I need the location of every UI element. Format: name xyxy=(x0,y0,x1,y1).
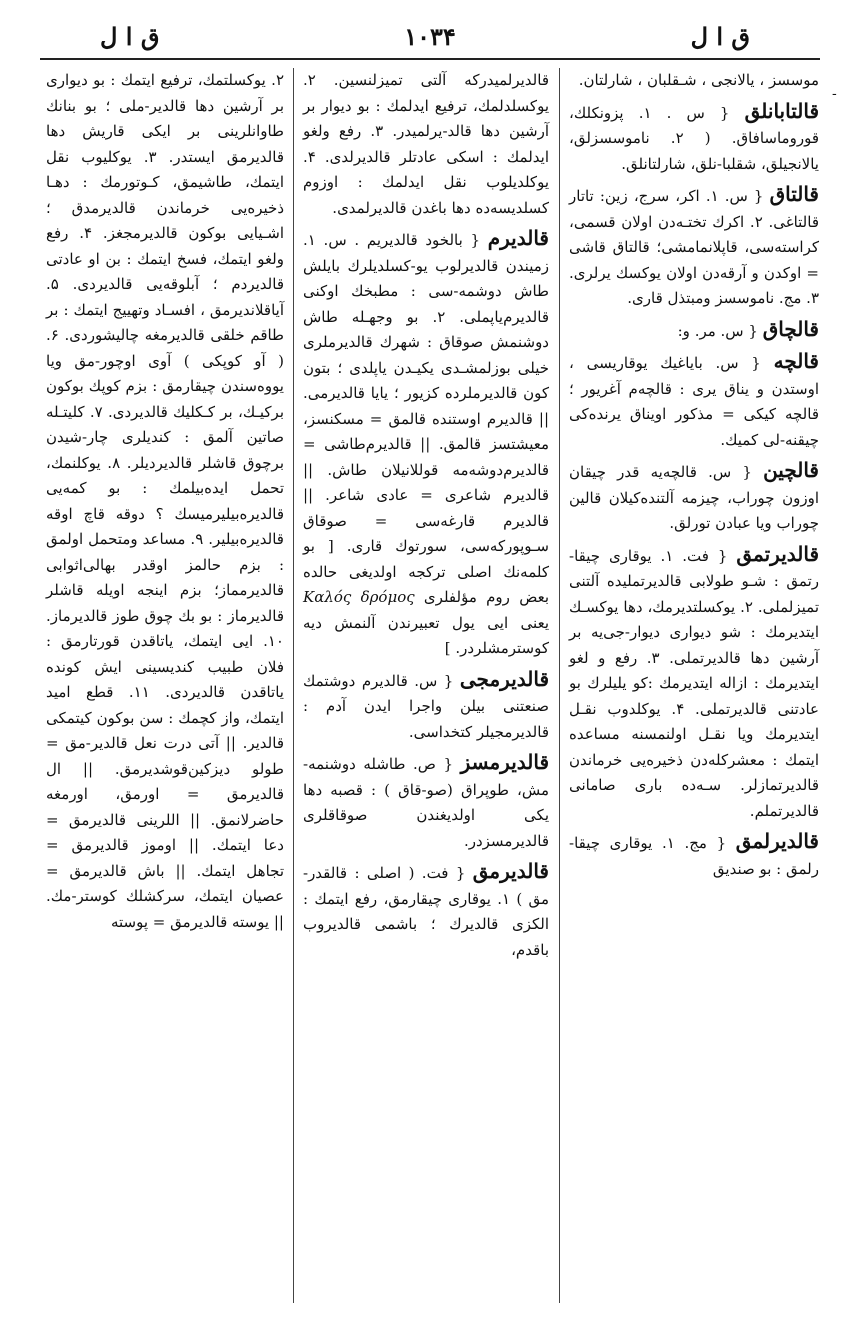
entry-headword: قالديرمق xyxy=(472,859,549,883)
entry-text: ۲. یوکسلتمك، ترفیع ایتمك : بو دیواری بر آرشین دها قالدیر-ملی ؛ بو بنانك طاوانلرینی بر ایکی قاریش دها قالديرمق ایستدر. ۳. یوکلیوب نقل ایتمك، طاشیمق، کـوتورمك : دهـا ذخیره‌یی خرماندن قالديرمدق ؛ اشـیایی بوکون قالديرمجغز. ۴. رفع ولغو ایتمك، فسخ ایتمك : بن او عادتی قالديردم ؛ آبلوقه‌یی قالديردی. ۵. آیاقلاندیرمق ، افسـاد وتهییج ایتمك : بر طاقم خلقی قالديرمغه چالیشوردی. ۶. ( آو کوپکی ) آوی اوچور-مق ویا یووه‌سندن چیقارمق : بزم کوپك بوکون برکیـك، بر کـکلیك قالديردی. ۷. کلیتـله صاتین آلمق : کندیلری چار-شیدن برچوق قاشلر قالديرديلر. ۸. یوکلنمك، تحمل ایده‌بیلمك : بو کمه‌یی قالديره‌بیلیرمیسك ؟ دوقه قاچ اوقه قالديره‌بیلیر. ۹. مساعد ومتحمل اولمق : بزم حالمز اوقدر بهالی‌اثوابی قالديرمماز؛ بزم اینجه اویله قاشلر قالديرماز : بو بك چوق طوز قالديرماز. ۱۰. ایی ایتمك، یاتاقدن قورتارمق : فلان طبیب کندیسینی ایش کونده یاتاقدن قالديردی. ۱۱. قطع امید ایتمك، واز کچمك : سن بوکون کیتمکی قالدیر. || آتی درت نعل قالدير-مق = طولو دیزکین‌قوشدیرمق. || ال قالديرمق = اورمق، اورمغه حاضرلانمق. || اللرینی قالديرمق = دعا ایتمك. || اوموز قالديرمق = تجاهل ایتمك. || باش قالديرمق = عصیان ایتمك، سرکشلك کوستر-مك. || یوسته قالديرمق = پوسته xyxy=(46,71,285,931)
entry-continuation xyxy=(569,68,819,94)
dictionary-entry xyxy=(569,829,819,882)
header-right-letters: ق ا ل xyxy=(690,22,750,51)
entry-text: { ص. طاشله دوشنمه-مش، طوپراق (صو-قاق ) : قصبه دها یکی اولدیغندن صوقاقلری قالديرمسزدر. xyxy=(303,755,549,850)
entry-headword: قالچه xyxy=(773,349,819,373)
entry-headword: قالچین xyxy=(763,458,819,482)
dictionary-entry xyxy=(569,349,819,453)
dictionary-entry xyxy=(569,317,819,345)
entry-text: { س. مر. و: xyxy=(677,321,758,340)
page-header xyxy=(40,18,820,60)
greek-phrase: Καλός δρόμος xyxy=(303,588,415,606)
dictionary-entry xyxy=(303,667,549,746)
entry-headword: قالدیرم xyxy=(487,226,549,250)
entry-text: یعنی ایی یول تعبیرندن آلنمش دیه کوسترمشلردر. ] xyxy=(303,613,549,657)
dictionary-entry xyxy=(569,542,819,825)
column-divider xyxy=(559,68,560,1303)
dictionary-entry xyxy=(303,750,549,854)
dictionary-entry xyxy=(303,226,549,662)
entry-text: قالديرلميدرکه آلتی تمیزلنسین. ۲. یوکسلدلمك، ترفیع ایدلمك : بو دیوار بر آرشین دها قالد-یرلمیدر. ۳. رفع ولغو ایدلمك : اسکی عادتلر قالدیرلدی. ۴. یوکلدیلوب نقل ایدلمك : اوزوم کسلدیسه‌ده دها باغدن قالديرلمدی. xyxy=(303,71,549,217)
dictionary-entry xyxy=(569,182,819,312)
dictionary-entry xyxy=(569,458,819,537)
entry-text: موسسز ، یالانجی ، شـقلبان ، شارلتان. xyxy=(578,71,819,89)
entry-text: { مج. ۱. یوقاری چیقا-رلمق : بو صندیق xyxy=(569,834,819,878)
entry-headword: قالديرمجی xyxy=(459,666,549,691)
page-number: ۱۰۳۴ xyxy=(404,22,456,51)
entry-text: { بالخود قالدیریم . س. ۱. زمیندن قالديرلوب يو-کسلدیلرك بایلش طاش دوشمه-سی : مطبخك اوکنی قالديرم‌یاپملی. ۲. بو وجهـله طاش دوشنمش صوقاق : شهرك قالديرملری خیلی بوزلمشـدی یکیـدن یاپلدی ؛ بتون کون قالديرملرده کزیور ؛ یایا قالديرمی. || قالديرم اوستنده قالمق = مسکنسز، معیشتسز قالمق. || قالديرم‌طاشی = قالديرم‌دوشه‌مه قوللانیلان طاش. || قالديرم شاعری = عادی شاعر. || قالديرم قارغه‌سی = صوقاق سـوپورکه‌سی، سورتوك قاری. [ بو کلمه‌نك اصلی ترکجه اولدیغی حالده بعض روم مؤلفلری xyxy=(303,231,550,606)
entry-headword: قالديرتمق xyxy=(736,541,819,566)
column-divider xyxy=(293,68,294,1303)
entry-text: { س. بایاغیك یوقاریسی ، اوستدن و یناق یری : قالچه‌م آغریور ؛ قالچه کیکی = مذکور اویناق یرنده‌کی چیقنه-لی کمیك. xyxy=(569,354,819,449)
entry-headword: قالديرلمق xyxy=(735,829,819,853)
margin-marker: - xyxy=(832,86,837,102)
entry-continuation xyxy=(303,68,549,221)
entry-text: { س. قالچه‌یه قدر چیقان اوزون چوراب، چیزمه آلتنده‌کیلان قالین چوراب ویا عبادن تورلق. xyxy=(569,463,819,532)
entry-headword: قالچاق xyxy=(762,316,819,341)
dictionary-entry xyxy=(569,99,819,178)
column-middle xyxy=(297,68,555,1313)
entry-text: { فت. ( اصلی : قالقدر-مق ) ۱. یوقاری چیقارمق، رفع ایتمك : الکزی قالديرك ؛ باشمی قالديروب باقدم، xyxy=(303,864,549,959)
entry-continuation xyxy=(46,68,284,935)
entry-text: { س . ۱. پزونکلك، قوروماسافاق. ( ۲. ناموسسزلق، يالانجيلق، شقلبا-نلق، شارلتانلق. xyxy=(569,103,819,173)
entry-headword: قالتاق xyxy=(769,182,819,206)
entry-text: { س. قالديرم دوشتمك صنعتنی بیلن واجرا ایدن آدم : قالديرمجیلر کتخداسی. xyxy=(303,671,549,741)
column-left xyxy=(40,68,290,1313)
entry-text: { فت. ۱. یوقاری چیقا-رتمق : شـو طولابی قالديرتمليده آلتنی تمیزلملی. ۲. یوکسلتدیرمك، دها یوکسـك ایتدیرمك : شو دیواری دیوار-جی‌یه بر آرشین دها قالديرتملی. ۳. رفع و لغو ایتدیرمك : ازاله ایتدیرمك :کو یلیلرك بو عادتنی قالدیرتملی. ۴. یوکلدوب نقـل ایتدیرمك ویا نقـل اولنمسنه مساعده ایتمك : معشرکله‌دن ذخیره‌یی خرماندن قالديرتمازلر. سـه‌ده باری صامانی قالديرتملم. xyxy=(569,546,819,820)
entry-text: { س. ۱. اکر، سرج، زین: تاتار قالتاغی. ۲. اکرك تختـه‌دن اولان قسمی، کراسته‌سی، قاپلانمامشی؛ قالتاق قاشی = اوکدن و آرقه‌دن اولان یوکسك یرلری. ۳. مج. ناموسسز ومبتذل قاری. xyxy=(569,187,819,307)
entry-headword: قالتابانلق xyxy=(744,98,819,123)
entry-headword: قالدیرمسز xyxy=(460,750,549,774)
dictionary-entry xyxy=(303,859,549,963)
header-left-letters: ق ا ل xyxy=(100,22,160,51)
column-right xyxy=(563,68,825,1313)
